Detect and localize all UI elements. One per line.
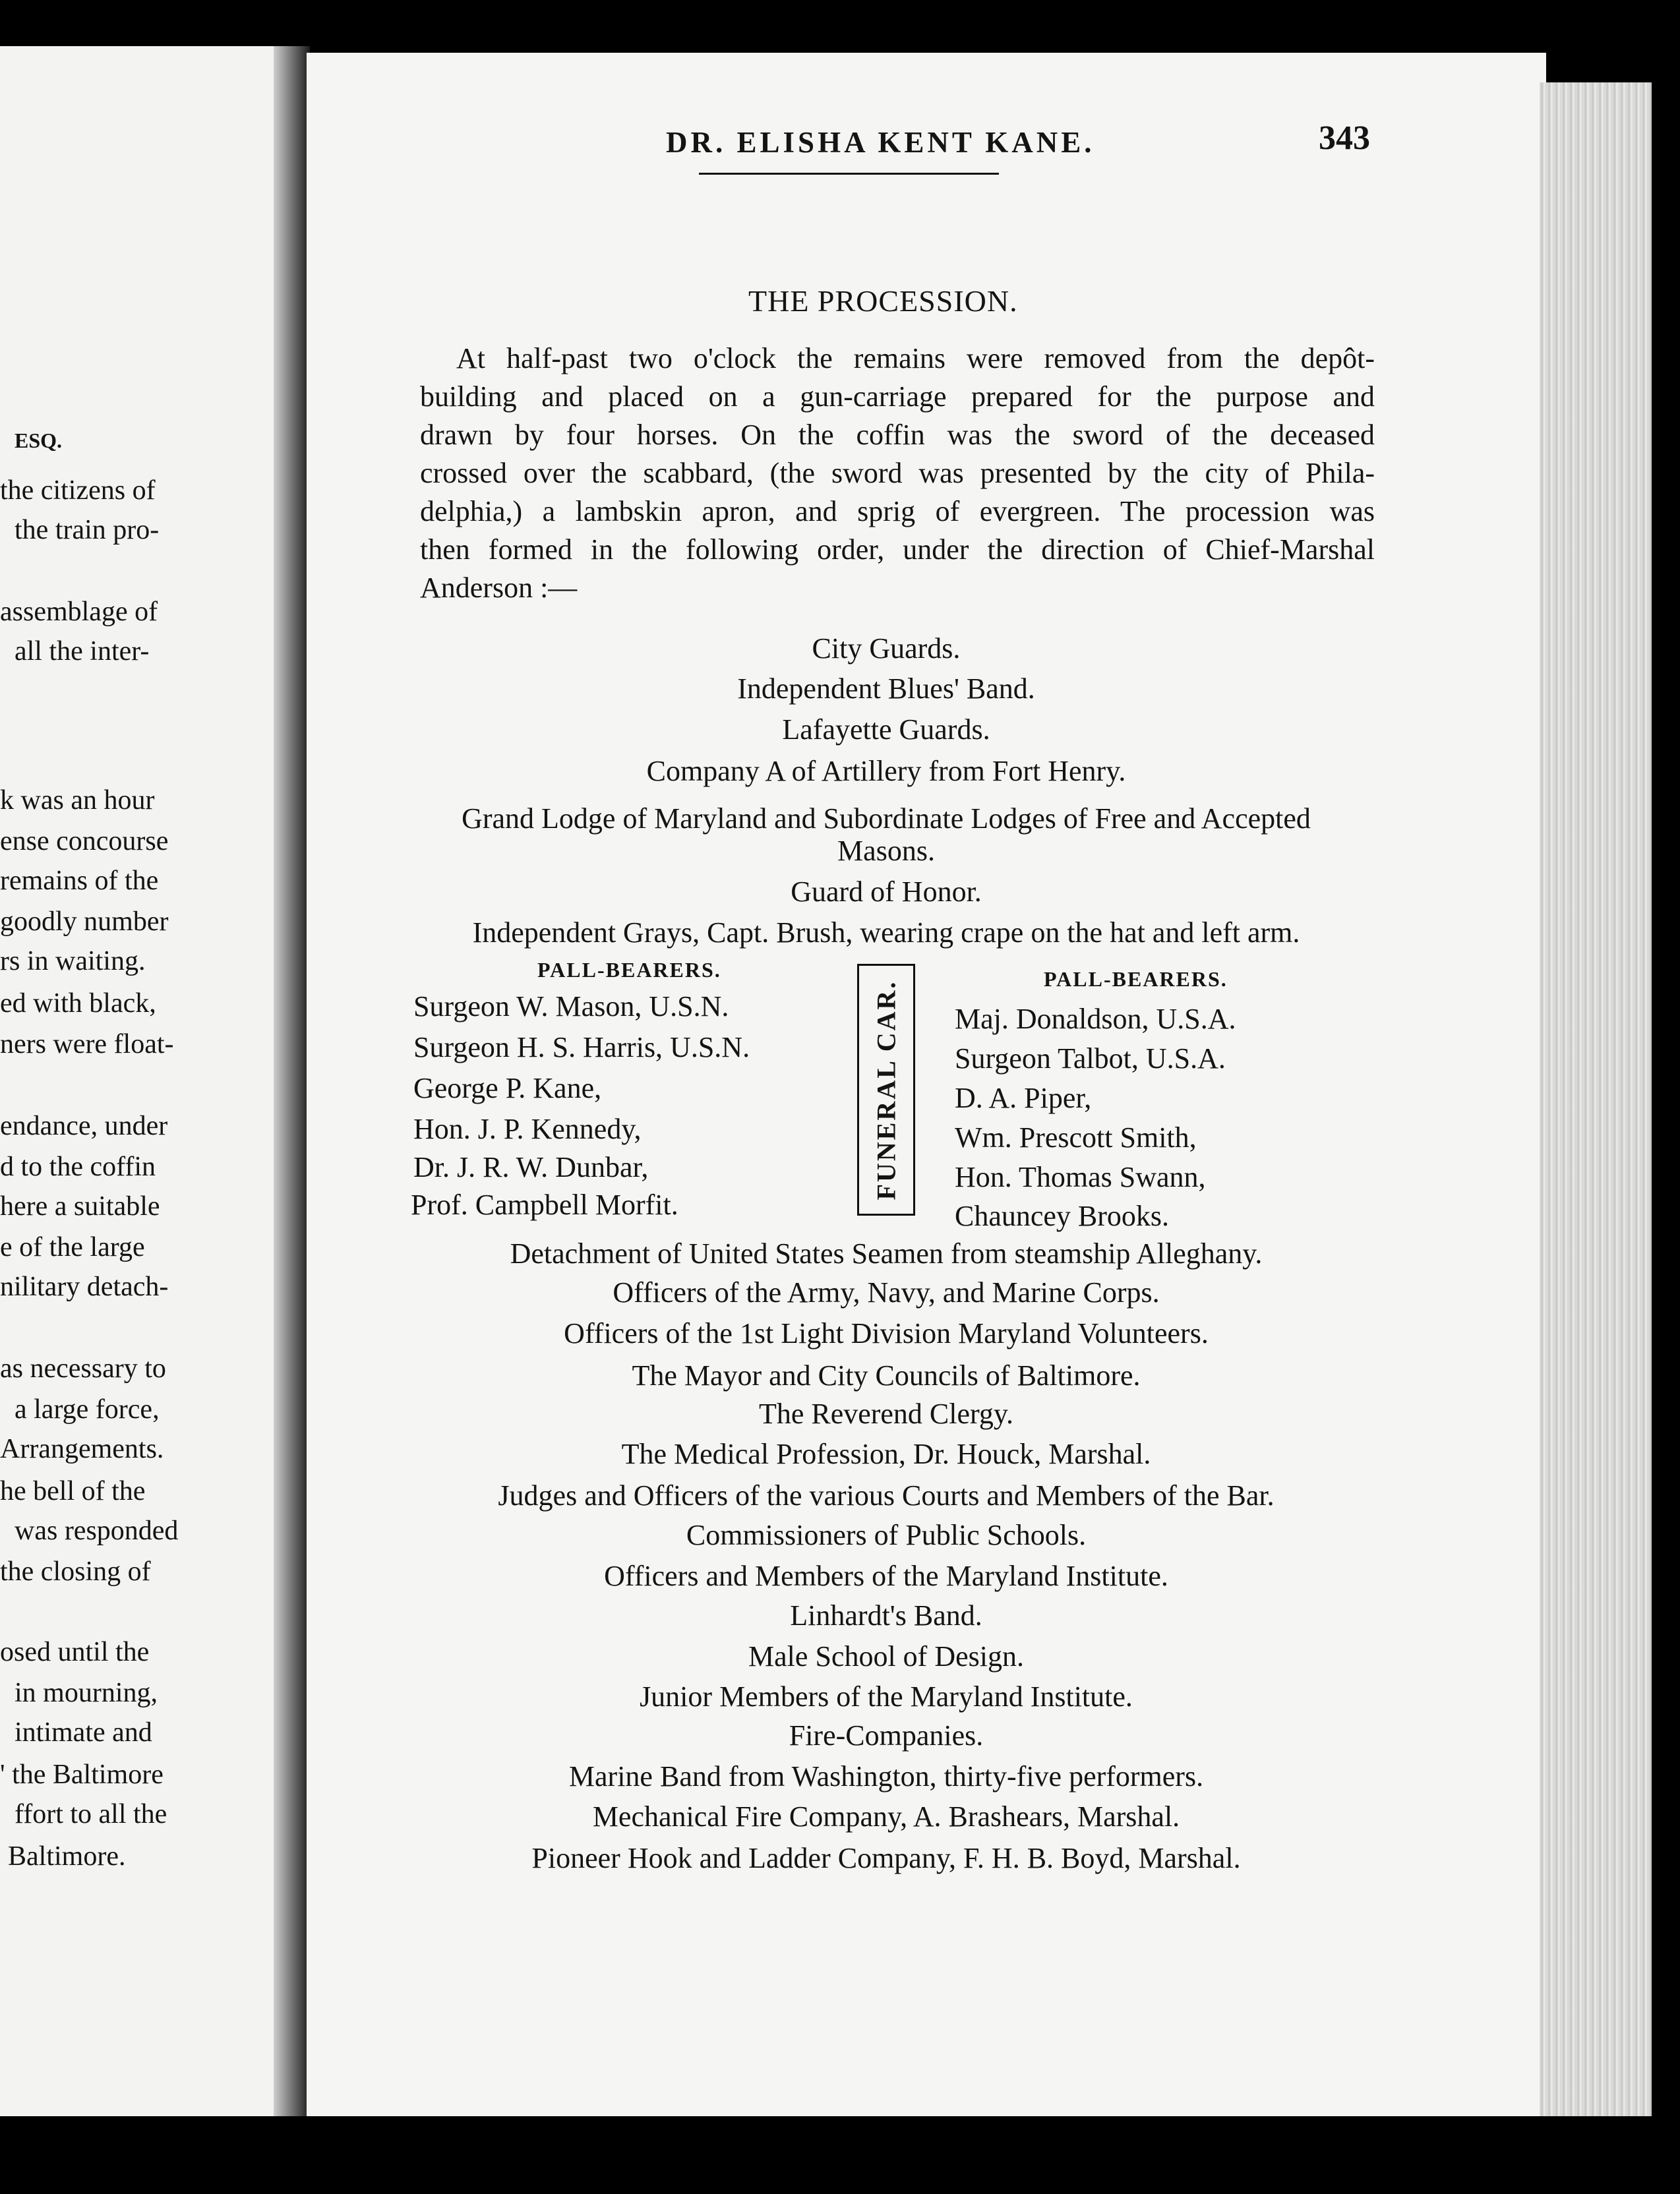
left-page-line: here a suitable	[0, 1191, 160, 1222]
paragraph-line: crossed over the scabbard, (the sword was presented by the city of Phila-	[420, 457, 1375, 489]
pall-bearer-right: Chauncey Brooks.	[955, 1200, 1170, 1232]
procession-line: Detachment of United States Seamen from steamship Alleghany.	[510, 1237, 1263, 1270]
paragraph-line: delphia,) a lambskin apron, and sprig of evergreen. The procession was	[420, 495, 1375, 527]
procession-line: City Guards.	[812, 632, 961, 665]
left-page-line: as necessary to	[0, 1353, 166, 1384]
page-edges	[1540, 82, 1652, 2116]
left-page-line: ESQ.	[15, 429, 63, 452]
pall-bearers-heading-right: PALL-BEARERS.	[1044, 967, 1228, 991]
left-page-line: in mourning,	[15, 1678, 158, 1708]
pall-bearer-right: Maj. Donaldson, U.S.A.	[955, 1003, 1236, 1035]
pall-bearer-left: George P. Kane,	[413, 1072, 602, 1104]
procession-line: The Reverend Clergy.	[758, 1398, 1014, 1430]
left-page-line: the citizens of	[0, 475, 156, 506]
left-page-line: he bell of the	[0, 1476, 146, 1506]
procession-line: Officers of the Army, Navy, and Marine Corps.	[613, 1276, 1160, 1309]
left-page-line: d to the coffin	[0, 1152, 156, 1182]
procession-line: Male School of Design.	[748, 1640, 1024, 1673]
pall-bearer-left: Prof. Campbell Morfit.	[411, 1189, 678, 1221]
left-page-line: intimate and	[15, 1717, 152, 1748]
left-page-line: the closing of	[0, 1557, 151, 1587]
left-page-line: ners were float-	[0, 1029, 174, 1059]
left-page-line: assemblage of	[0, 597, 158, 627]
procession-line: Independent Blues' Band.	[737, 672, 1035, 705]
pall-bearer-right: D. A. Piper,	[955, 1082, 1092, 1114]
procession-line: Junior Members of the Maryland Institute.	[640, 1680, 1133, 1713]
funeral-car-box	[857, 964, 915, 1216]
funeral-car-label: FUNERAL CAR.	[871, 980, 901, 1200]
procession-line: Judges and Officers of the various Courts and Members of the Bar.	[498, 1479, 1275, 1512]
book-gutter	[274, 46, 310, 2116]
paragraph-line: drawn by four horses. On the coffin was the sword of the deceased	[420, 419, 1375, 451]
procession-line: Marine Band from Washington, thirty-five performers.	[568, 1760, 1204, 1793]
left-page-line: goodly number	[0, 906, 169, 937]
left-page-line: remains of the	[0, 866, 159, 896]
procession-line: Company A of Artillery from Fort Henry.	[646, 755, 1126, 787]
pall-bearer-right: Surgeon Talbot, U.S.A.	[955, 1042, 1226, 1075]
procession-line: Independent Grays, Capt. Brush, wearing crape on the hat and left arm.	[472, 916, 1300, 949]
left-page-line: was responded	[15, 1516, 179, 1546]
left-page-line: endance, under	[0, 1111, 168, 1141]
procession-line: Linhardt's Band.	[790, 1599, 982, 1632]
procession-line: Lafayette Guards.	[782, 713, 990, 746]
header-rule	[699, 173, 999, 175]
left-page-line: ed with black,	[0, 988, 156, 1019]
left-page-line: e of the large	[0, 1232, 145, 1262]
left-page-line: the train pro-	[15, 515, 160, 545]
running-title: DR. ELISHA KENT KANE.	[666, 126, 1095, 159]
pall-bearer-left: Surgeon H. S. Harris, U.S.N.	[413, 1031, 750, 1063]
procession-line: The Medical Profession, Dr. Houck, Marshal.	[621, 1438, 1151, 1470]
left-page-line: rs in waiting.	[0, 946, 146, 976]
left-page-line: ' the Baltimore	[0, 1760, 164, 1790]
paragraph-line: building and placed on a gun-carriage prepared for the purpose and	[420, 380, 1375, 413]
pall-bearer-right: Hon. Thomas Swann,	[955, 1161, 1206, 1193]
pall-bearer-left: Hon. J. P. Kennedy,	[413, 1113, 642, 1145]
paragraph-line: then formed in the following order, under the direction of Chief-Marshal	[420, 533, 1375, 566]
left-page-line: k was an hour	[0, 785, 155, 815]
procession-line: Officers and Members of the Maryland Institute.	[604, 1560, 1168, 1592]
left-page-line: all the inter-	[15, 636, 150, 667]
paragraph-line: Anderson :—	[420, 572, 578, 604]
procession-line: Mechanical Fire Company, A. Brashears, Marshal.	[592, 1800, 1180, 1833]
left-page-line: ffort to all the	[15, 1799, 167, 1829]
left-page-line: a large force,	[15, 1394, 160, 1425]
section-title: THE PROCESSION.	[748, 284, 1018, 318]
pall-bearer-right: Wm. Prescott Smith,	[955, 1121, 1197, 1154]
pall-bearers-heading-left: PALL-BEARERS.	[537, 958, 721, 982]
left-page-line: nilitary detach-	[0, 1272, 169, 1302]
left-page-line: osed until the	[0, 1637, 150, 1667]
left-page-line: Baltimore.	[8, 1841, 126, 1872]
procession-line: Guard of Honor.	[791, 875, 982, 908]
pall-bearer-left: Dr. J. R. W. Dunbar,	[413, 1151, 649, 1183]
procession-line: The Mayor and City Councils of Baltimore.	[632, 1359, 1141, 1392]
procession-line: Commissioners of Public Schools.	[686, 1519, 1087, 1551]
paragraph-line: At half-past two o'clock the remains were removed from the depôt-	[456, 342, 1375, 374]
pall-bearer-left: Surgeon W. Mason, U.S.N.	[413, 990, 729, 1023]
procession-line: Pioneer Hook and Ladder Company, F. H. B. Boyd, Marshal.	[531, 1842, 1241, 1874]
left-page-line: ense concourse	[0, 826, 169, 856]
procession-line: Grand Lodge of Maryland and Subordinate Lodges of Free and Accepted	[462, 802, 1311, 835]
procession-line: Masons.	[837, 835, 935, 867]
left-page-line: Arrangements.	[0, 1434, 164, 1464]
procession-line: Officers of the 1st Light Division Maryland Volunteers.	[564, 1317, 1209, 1349]
page-number: 343	[1319, 119, 1370, 157]
procession-line: Fire-Companies.	[789, 1719, 984, 1752]
intro-paragraph	[420, 340, 1375, 607]
